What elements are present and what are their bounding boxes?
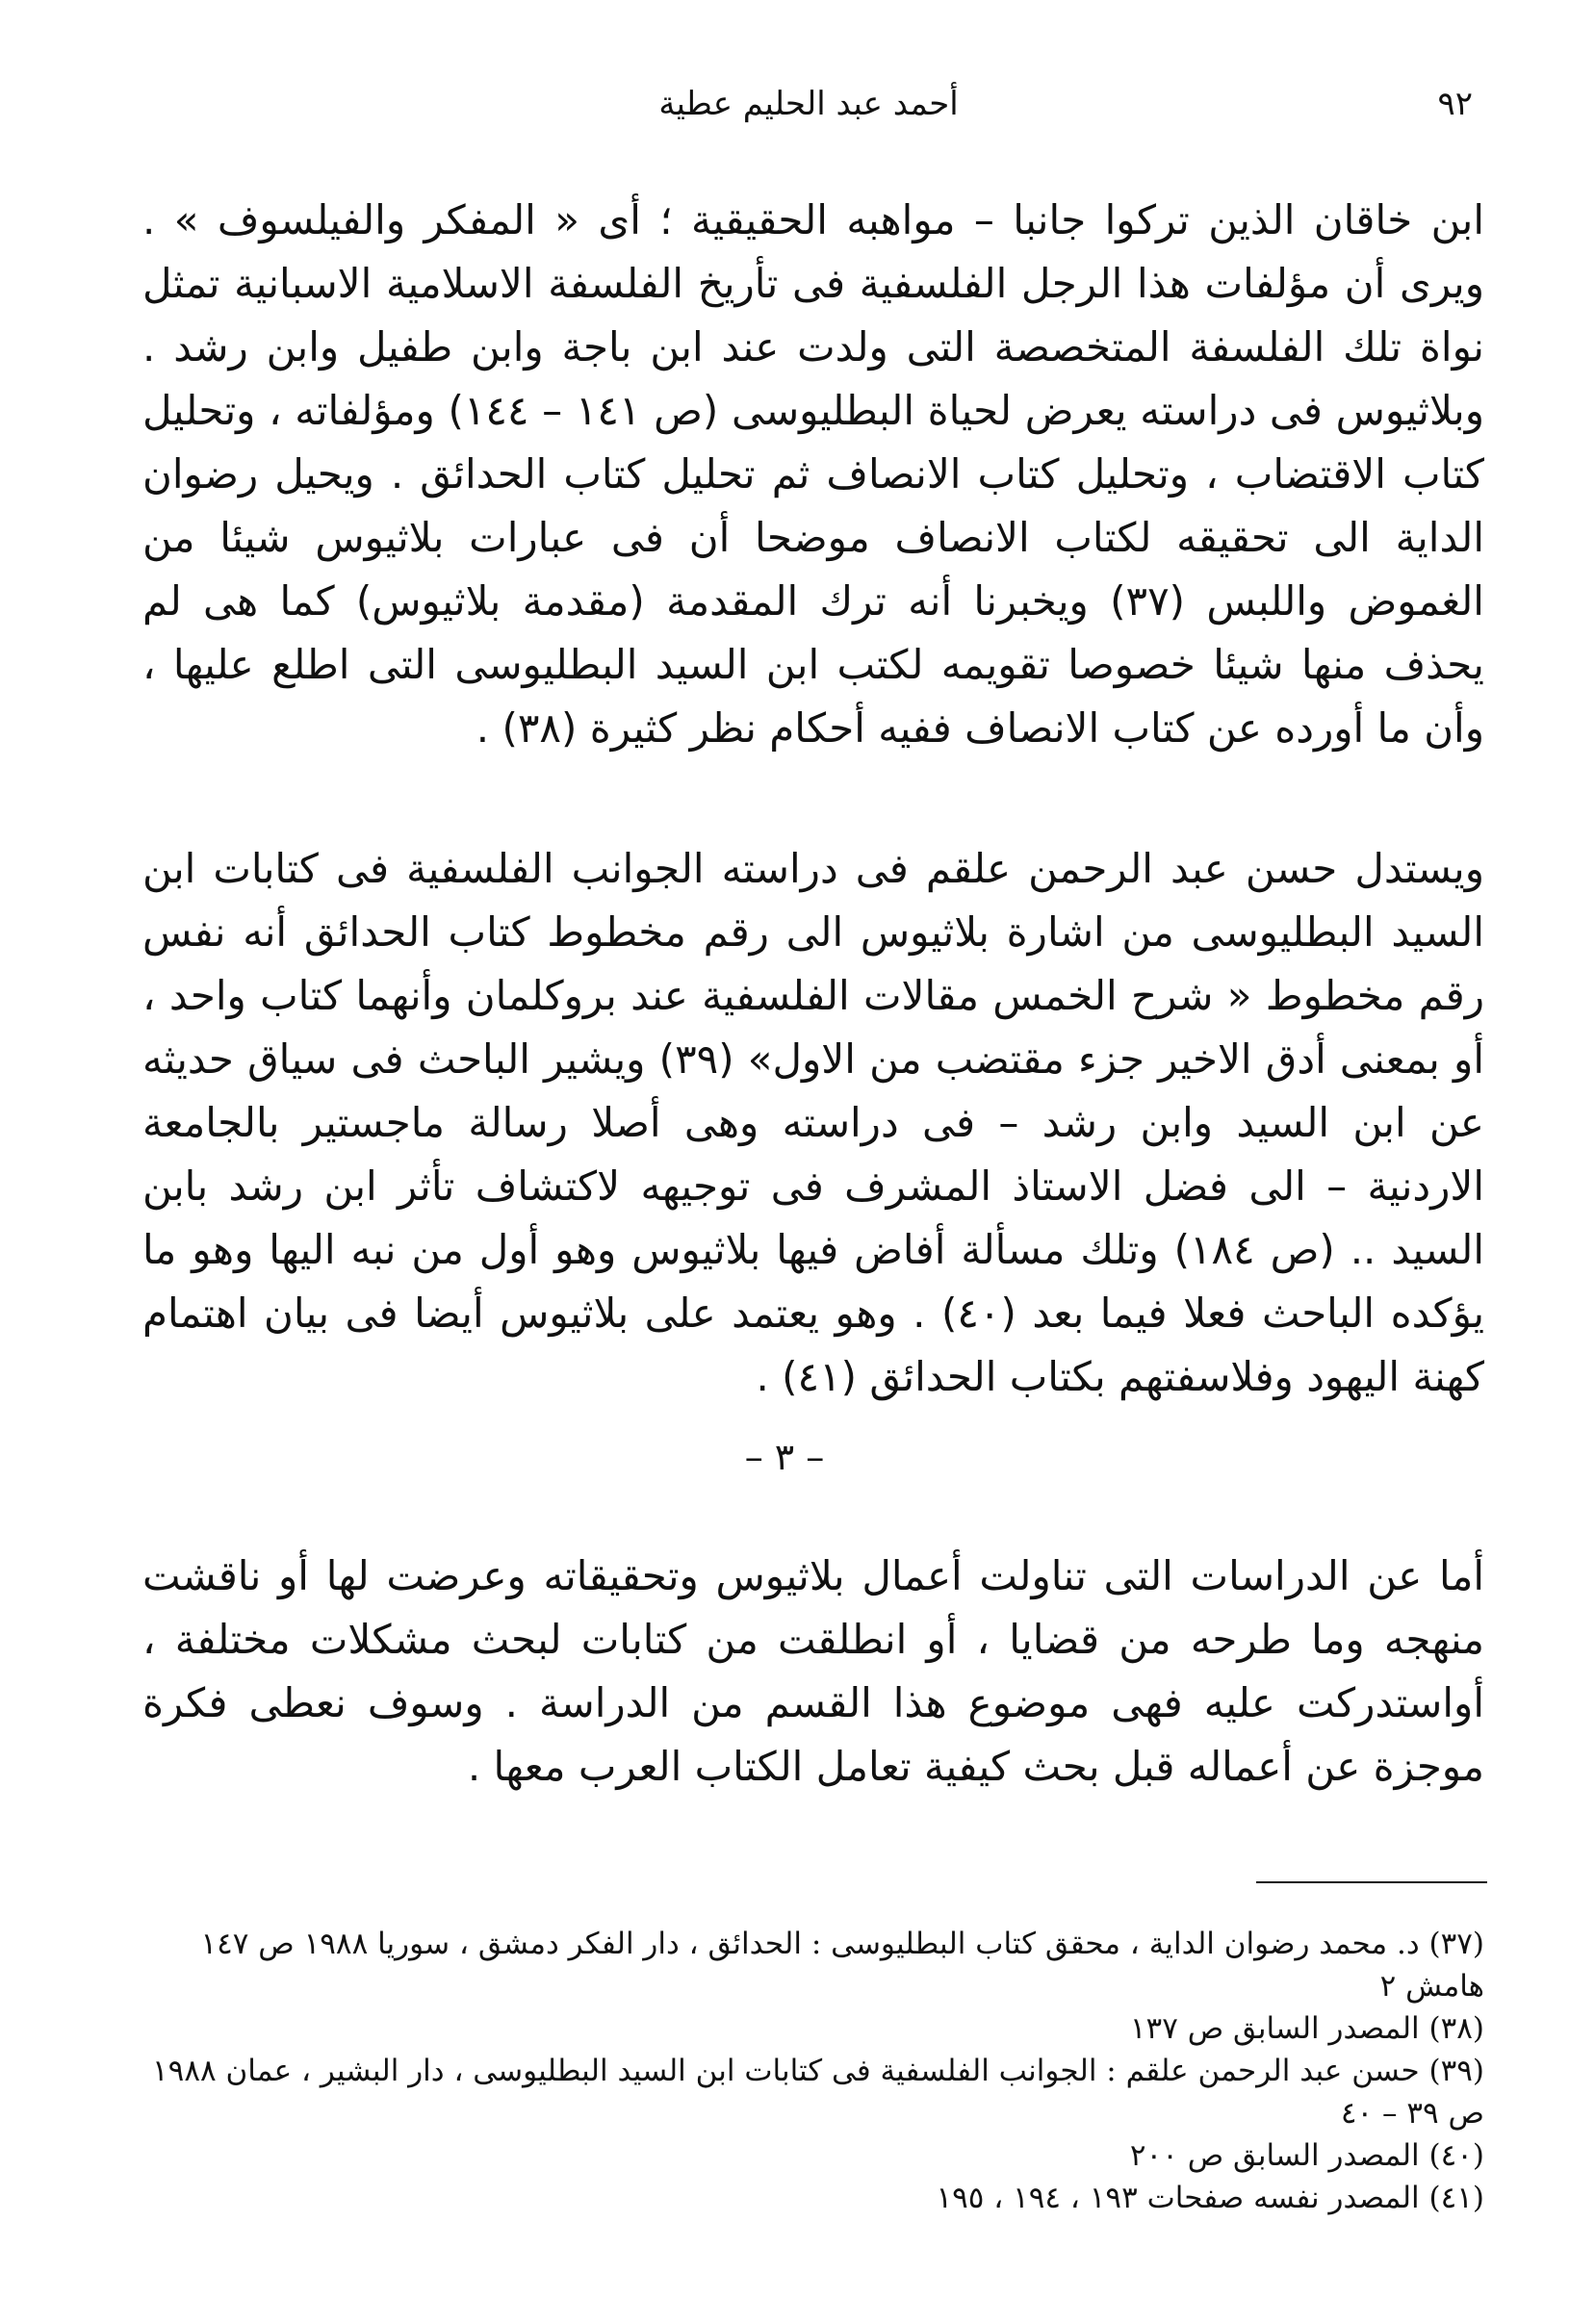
paragraph-text: ويستدل حسن عبد الرحمن علقم فى دراسته الجوانب الفلسفية فى كتابات ابن السيد البطليوسى من اشارة بلاثيوس الى رقم مخطوط كتاب الحدائق أنه نفس رقم مخطوط « شرح الخمس مقالات الفلسفية عند بروكلمان وأنهما كتاب واحد ، أو بمعنى أدق الاخير جزء مقتضب من الاول» (٣٩) ويشير الباحث فى سياق حديثه عن ابن السيد وابن رشد – فى دراسته وهى أصلا رسالة ماجستير بالجامعة الاردنية – الى فضل الاستاذ المشرف فى توجيهه لاكتشاف تأثر ابن رشد بابن السيد .. (ص ١٨٤) وتلك مسألة أفاض فيها بلاثيوس وهو أول من نبه اليها وهو ما يؤكده الباحث فعلا فيما بعد (٤٠) . وهو يعتمد على بلاثيوس أيضا فى بيان اهتمام كهنة اليهود وفلاسفتهم بكتاب الحدائق (٤١) . xyxy=(142,845,1485,1400)
running-head-author: أحمد عبد الحليم عطية xyxy=(658,85,959,123)
paragraph-text: ابن خاقان الذين تركوا جانبا – مواهبه الحقيقية ؛ أى « المفكر والفيلسوف » . ويرى أن مؤلفات هذا الرجل الفلسفية فى تأريخ الفلسفة الاسلامية الاسبانية تمثل نواة تلك الفلسفة المتخصصة التى ولدت عند ابن باجة وابن طفيل وابن رشد . وبلاثيوس فى دراسته يعرض لحياة البطليوسى (ص ١٤١ – ١٤٤) ومؤلفاته ، وتحليل كتاب الاقتضاب ، وتحليل كتاب الانصاف ثم تحليل كتاب الحدائق . ويحيل رضوان الداية الى تحقيقه لكتاب الانصاف موضحا أن فى عبارات بلاثيوس شيئا من الغموض واللبس (٣٧) ويخبرنا أنه ترك المقدمة (مقدمة بلاثيوس) كما هى لم يحذف منها شيئا خصوصا تقويمه لكتب ابن السيد البطليوسى التى اطلع عليها ، وأن ما أورده عن كتاب الانصاف ففيه أحكام نظر كثيرة (٣٨) . xyxy=(142,196,1484,752)
footnote: (٤٠) المصدر السابق ص ٢٠٠ xyxy=(1129,2138,1484,2173)
body-paragraph xyxy=(142,837,1484,1409)
footnote: (٣٨) المصدر السابق ص ١٣٧ xyxy=(1129,2011,1484,2046)
body-paragraph xyxy=(142,1545,1484,1799)
body-paragraph xyxy=(142,189,1484,760)
footnote: (٣٩) حسن عبد الرحمن علقم : الجوانب الفلسفية فى كتابات ابن السيد البطليوسى ، دار البشير ، عمان ١٩٨٨ ص ٣٩ – ٤٠ xyxy=(152,2054,1484,2131)
footnote: (٣٧) د. محمد رضوان الداية ، محقق كتاب البطليوسى : الحدائق ، دار الفكر دمشق ، سوريا ١٩٨٨ ص ١٤٧ هامش ٢ xyxy=(200,1927,1484,2004)
footnote-separator xyxy=(1256,1881,1487,1883)
page-header xyxy=(144,85,1473,142)
paragraph-text: أما عن الدراسات التى تناولت أعمال بلاثيوس وتحقيقاته وعرضت لها أو ناقشت منهجه وما طرحه من قضايا ، أو انطلقت من كتابات لبحث مشكلات مختلفة ، أواستدركت عليه فهى موضوع هذا القسم من الدراسة . وسوف نعطى فكرة موجزة عن أعماله قبل بحث كيفية تعامل الكتاب العرب معها . xyxy=(142,1552,1484,1790)
footnotes-list xyxy=(142,1923,1484,2219)
page-number: ٩٢ xyxy=(1437,85,1473,123)
section-number: – ٣ – xyxy=(744,1436,825,1478)
footnote: (٤١) المصدر نفسه صفحات ١٩٣ ، ١٩٤ ، ١٩٥ xyxy=(936,2181,1484,2215)
